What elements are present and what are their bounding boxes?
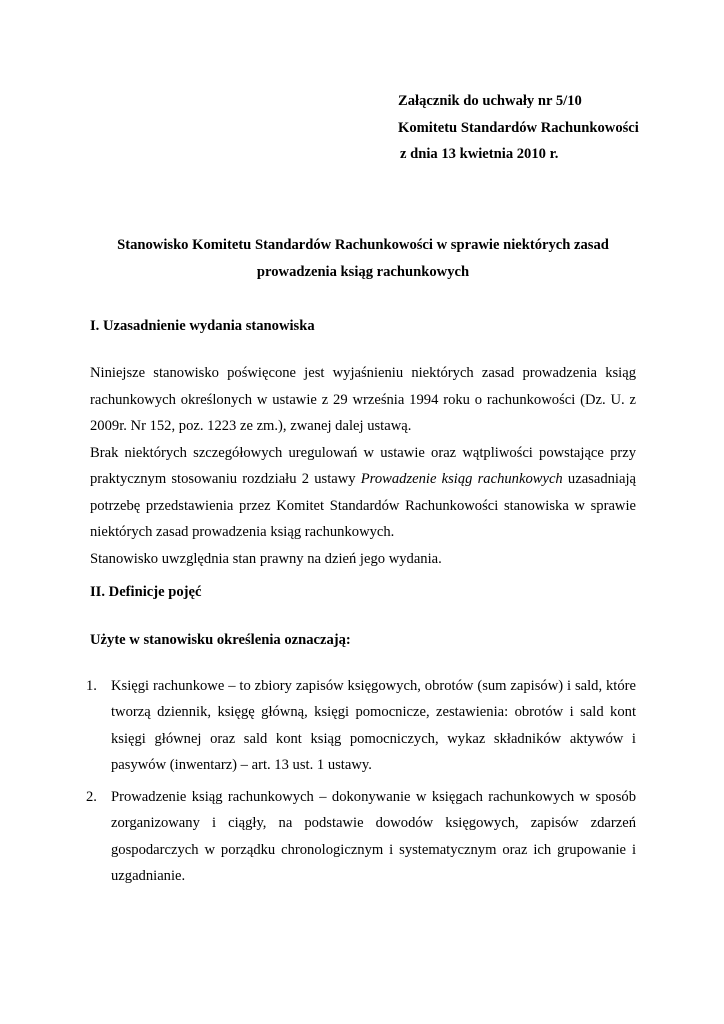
section-1-heading: I. Uzasadnienie wydania stanowiska — [90, 318, 315, 334]
title-line-2: prowadzenia ksiąg rachunkowych — [256, 264, 470, 280]
annex-line-1: Załącznik do uchwały nr 5/10 — [398, 93, 582, 109]
annex-line-2: Komitetu Standardów Rachunkowości — [398, 119, 639, 136]
section-1-body — [90, 360, 636, 572]
paragraph-1: Niniejsze stanowisko poświęcone jest wyjaśnieniu niektórych zasad prowadzenia ksiąg rachunkowych określonych w ustawie z 29 września 1994 roku o rachunkowości (Dz. U. z 2009r. Nr 152, poz. 1223 ze zm.), zwanej dalej ustawą. — [90, 365, 636, 434]
title-line-1: Stanowisko Komitetu Standardów Rachunkowości w sprawie niektórych zasad — [117, 237, 609, 253]
paragraph-2-end: uzasadniają potrzebę przedstawienia przez Komitet Standardów Rachunkowości stanowiska w sprawie niektórych zasad prowadzenia ksiąg rachunkowych. — [90, 471, 636, 540]
section-2-subheading: Użyte w stanowisku określenia oznaczają: — [90, 632, 351, 648]
list-item-number: 2. — [86, 789, 97, 806]
list-item-text: Prowadzenie ksiąg rachunkowych – dokonywanie w księgach rachunkowych w sposób zorganizowany i ciągły, na podstawie dowodów księgowych, zapisów zdarzeń gospodarczych w porządku chronologicznym i systematycznym oraz ich grupowanie i uzgadnianie. — [111, 789, 636, 885]
list-item — [86, 673, 636, 778]
annex-line-3: z dnia 13 kwietnia 2010 r. — [400, 146, 559, 162]
list-item — [86, 784, 636, 889]
list-item-text: Księgi rachunkowe – to zbiory zapisów księgowych, obrotów (sum zapisów) i sald, które tworzą dziennik, księgę główną, księgi pomocnicze, zestawienia: obrotów i sald kont księgi głównej oraz sald kont ksiąg pomocniczych, wykaz składników aktywów i pasywów (inwentarz) – art. 13 ust. 1 ustawy. — [111, 678, 636, 773]
annex-header — [398, 88, 639, 168]
list-item-number: 1. — [86, 678, 97, 694]
paragraph-3: Stanowisko uwzględnia stan prawny na dzień jego wydania. — [90, 550, 442, 567]
document-title — [90, 232, 636, 286]
paragraph-2 — [90, 440, 636, 546]
section-2-heading: II. Definicje pojęć — [90, 584, 202, 600]
paragraph-2-start: Brak niektórych szczegółowych uregulowań w ustawie oraz wątpliwości powstające przy praktycznym stosowaniu rozdziału 2 ustawy — [90, 444, 636, 487]
paragraph-2-italic: Prowadzenie ksiąg rachunkowych — [360, 471, 563, 487]
definitions-list — [86, 673, 636, 895]
